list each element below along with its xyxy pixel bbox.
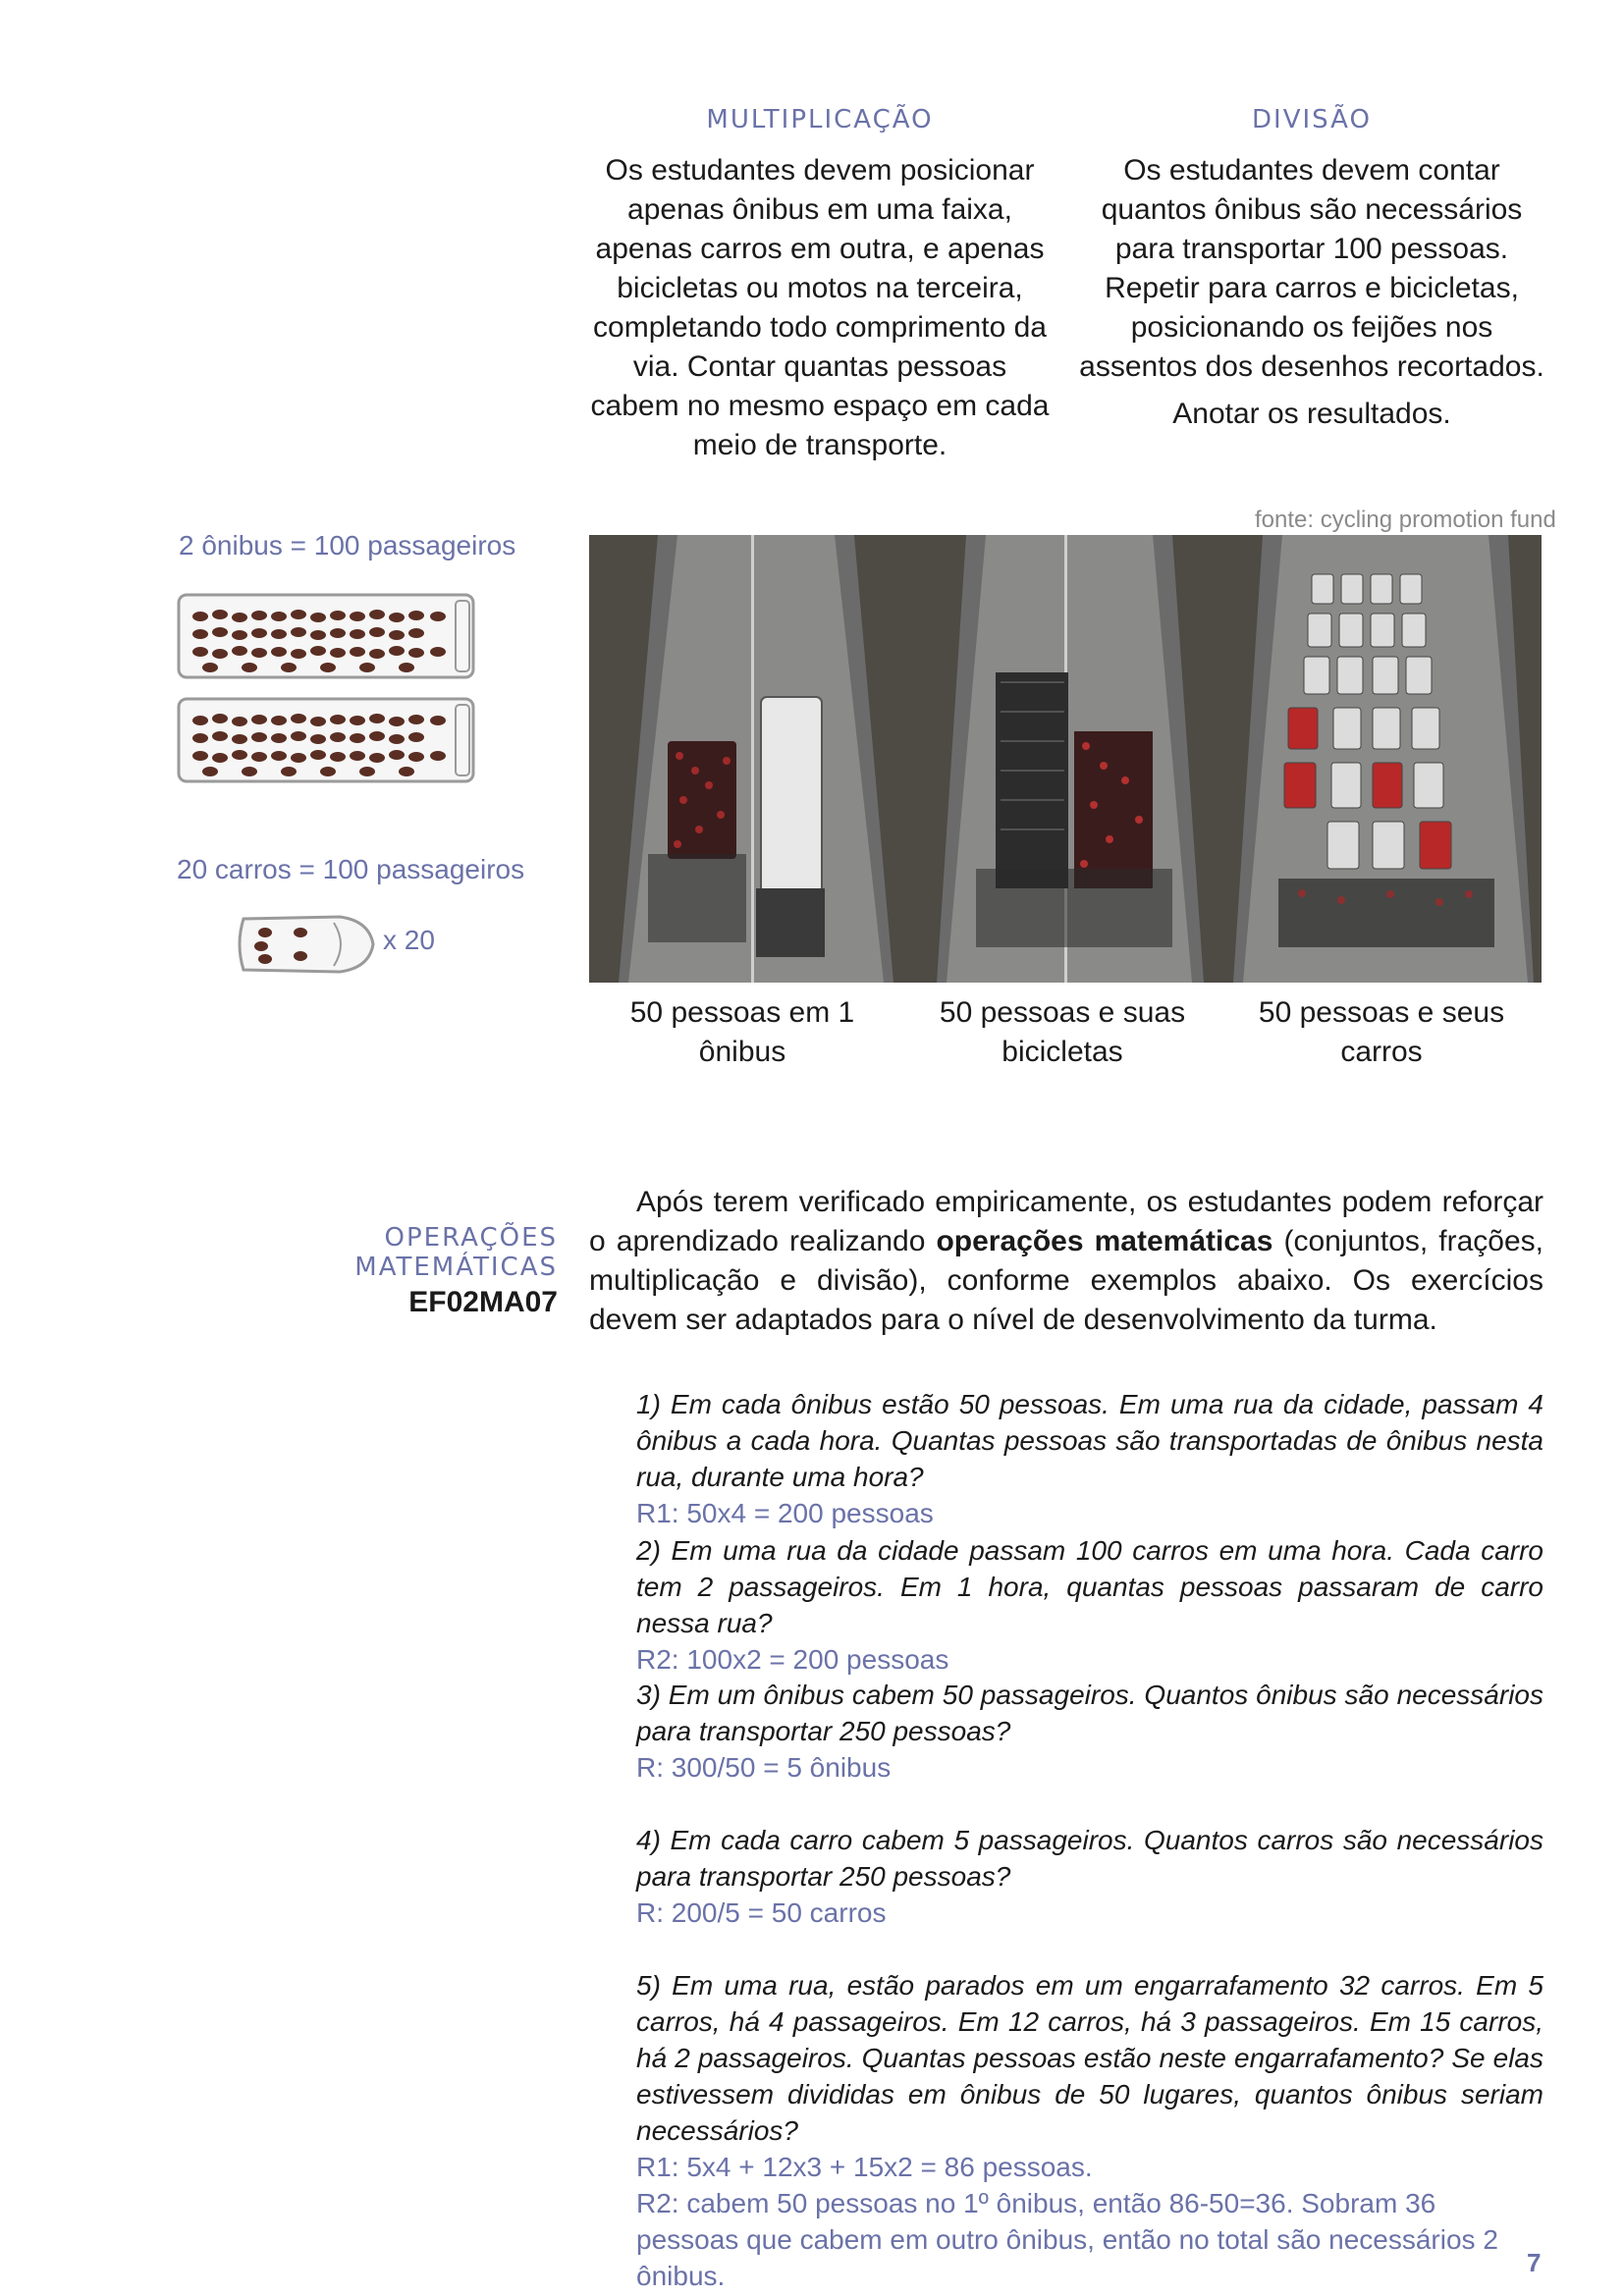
- exercise-answer: R2: 100x2 = 200 pessoas: [636, 1644, 949, 1675]
- operations-title: OPERAÇÕES MATEMÁTICAS: [354, 1223, 558, 1282]
- division-title: DIVISÃO: [1252, 105, 1372, 134]
- division-note: Anotar os resultados.: [1172, 398, 1451, 430]
- car-count-label: 20 carros = 100 passageiros: [177, 854, 525, 884]
- photo-bicycle-panel: [917, 535, 1223, 983]
- exercise-question: 2) Em uma rua da cidade passam 100 carros em uma hora. Cada carro tem 2 passageiros. Em 1 hora, quantas pessoas passaram de carro nessa rua?: [636, 1535, 1543, 1638]
- photo-bus-panel: [589, 535, 917, 983]
- exercise-answer: R1: 5x4 + 12x3 + 15x2 = 86 pessoas.: [636, 2152, 1093, 2182]
- caption-bus: 50 pessoas em 1 ônibus: [629, 996, 855, 1068]
- photo-cars-panel: [1223, 535, 1542, 983]
- exercise-answer: R1: 50x4 = 200 pessoas: [636, 1498, 934, 1528]
- bus-seat-diagram-2: [175, 693, 489, 791]
- bus-seat-diagram-1: [175, 589, 489, 687]
- multiplication-text: Os estudantes devem posicionar apenas ônibus em uma faixa, apenas carros em outra, e apenas bicicletas ou motos na terceira, completando todo comprimento da via. Contar quantas pessoas cabem no mesmo espaço em cada meio de transporte.: [590, 154, 1050, 461]
- exercise-question: 1) Em cada ônibus estão 50 pessoas. Em uma rua da cidade, passam 4 ônibus a cada hora. Quantas pessoas são transportadas de ônibus nesta rua, durante uma hora?: [636, 1389, 1543, 1492]
- multiplication-title: MULTIPLICAÇÃO: [706, 105, 934, 134]
- division-text: Os estudantes devem contar quantos ônibus são necessários para transportar 100 pessoas. Repetir para carros e bicicletas, posicionando os feijões nos assentos dos desenhos recortados.: [1079, 154, 1544, 383]
- page-number: 7: [1527, 2248, 1542, 2277]
- intro-text-start: Após terem verificado empiricamente, os estudantes podem reforçar o aprendizado realizando: [589, 1186, 1543, 1257]
- multiplication-section: [587, 100, 1053, 465]
- exercise-5: [636, 1967, 1543, 2294]
- exercise-3: [636, 1677, 1543, 1786]
- exercise-question: 5) Em uma rua, estão parados em um engarrafamento 32 carros. Em 5 carros, há 4 passageiros. Em 12 carros, há 3 passageiros. Em 15 carros, há 2 passageiros. Quantas pessoas estão neste engarrafamento? Se elas estivessem divididas em ônibus de 50 lugares, quantos ônibus seriam necessários?: [636, 1970, 1543, 2146]
- exercise-question: 4) Em cada carro cabem 5 passageiros. Quantos carros são necessários para transportar 250 pessoas?: [636, 1825, 1543, 1892]
- exercise-answer: R2: cabem 50 pessoas no 1º ônibus, então 86-50=36. Sobram 36 pessoas que cabem em outro ônibus, então no total são necessários 2 ônibus.: [636, 2188, 1498, 2291]
- skill-code: EF02MA07: [408, 1286, 558, 1318]
- exercise-answer: R: 300/50 = 5 ônibus: [636, 1752, 892, 1783]
- photo-source: fonte: cycling promotion fund: [1255, 507, 1556, 533]
- division-section: [1078, 100, 1545, 434]
- operations-heading: [236, 1223, 558, 1319]
- caption-cars: 50 pessoas e seus carros: [1258, 996, 1505, 1068]
- bus-count-label: 2 ônibus = 100 passageiros: [179, 530, 516, 561]
- car-multiplier: x 20: [383, 925, 435, 955]
- exercise-2: [636, 1532, 1543, 1678]
- car-seat-diagram: [232, 909, 379, 980]
- exercise-1: [636, 1386, 1543, 1531]
- exercise-question: 3) Em um ônibus cabem 50 passageiros. Quantos ônibus são necessários para transportar 250 pessoas?: [636, 1680, 1543, 1746]
- operations-intro: [589, 1183, 1543, 1340]
- exercise-4: [636, 1822, 1543, 1931]
- intro-text-end: (conjuntos, frações, multiplicação e divisão), conforme exemplos abaixo. Os exercícios devem ser adaptados para o nível de desenvolvimento da turma.: [589, 1225, 1543, 1336]
- exercise-answer: R: 200/5 = 50 carros: [636, 1897, 887, 1928]
- caption-bicycle: 50 pessoas e suas bicicletas: [939, 996, 1186, 1068]
- intro-bold-term: operações matemáticas: [936, 1225, 1273, 1257]
